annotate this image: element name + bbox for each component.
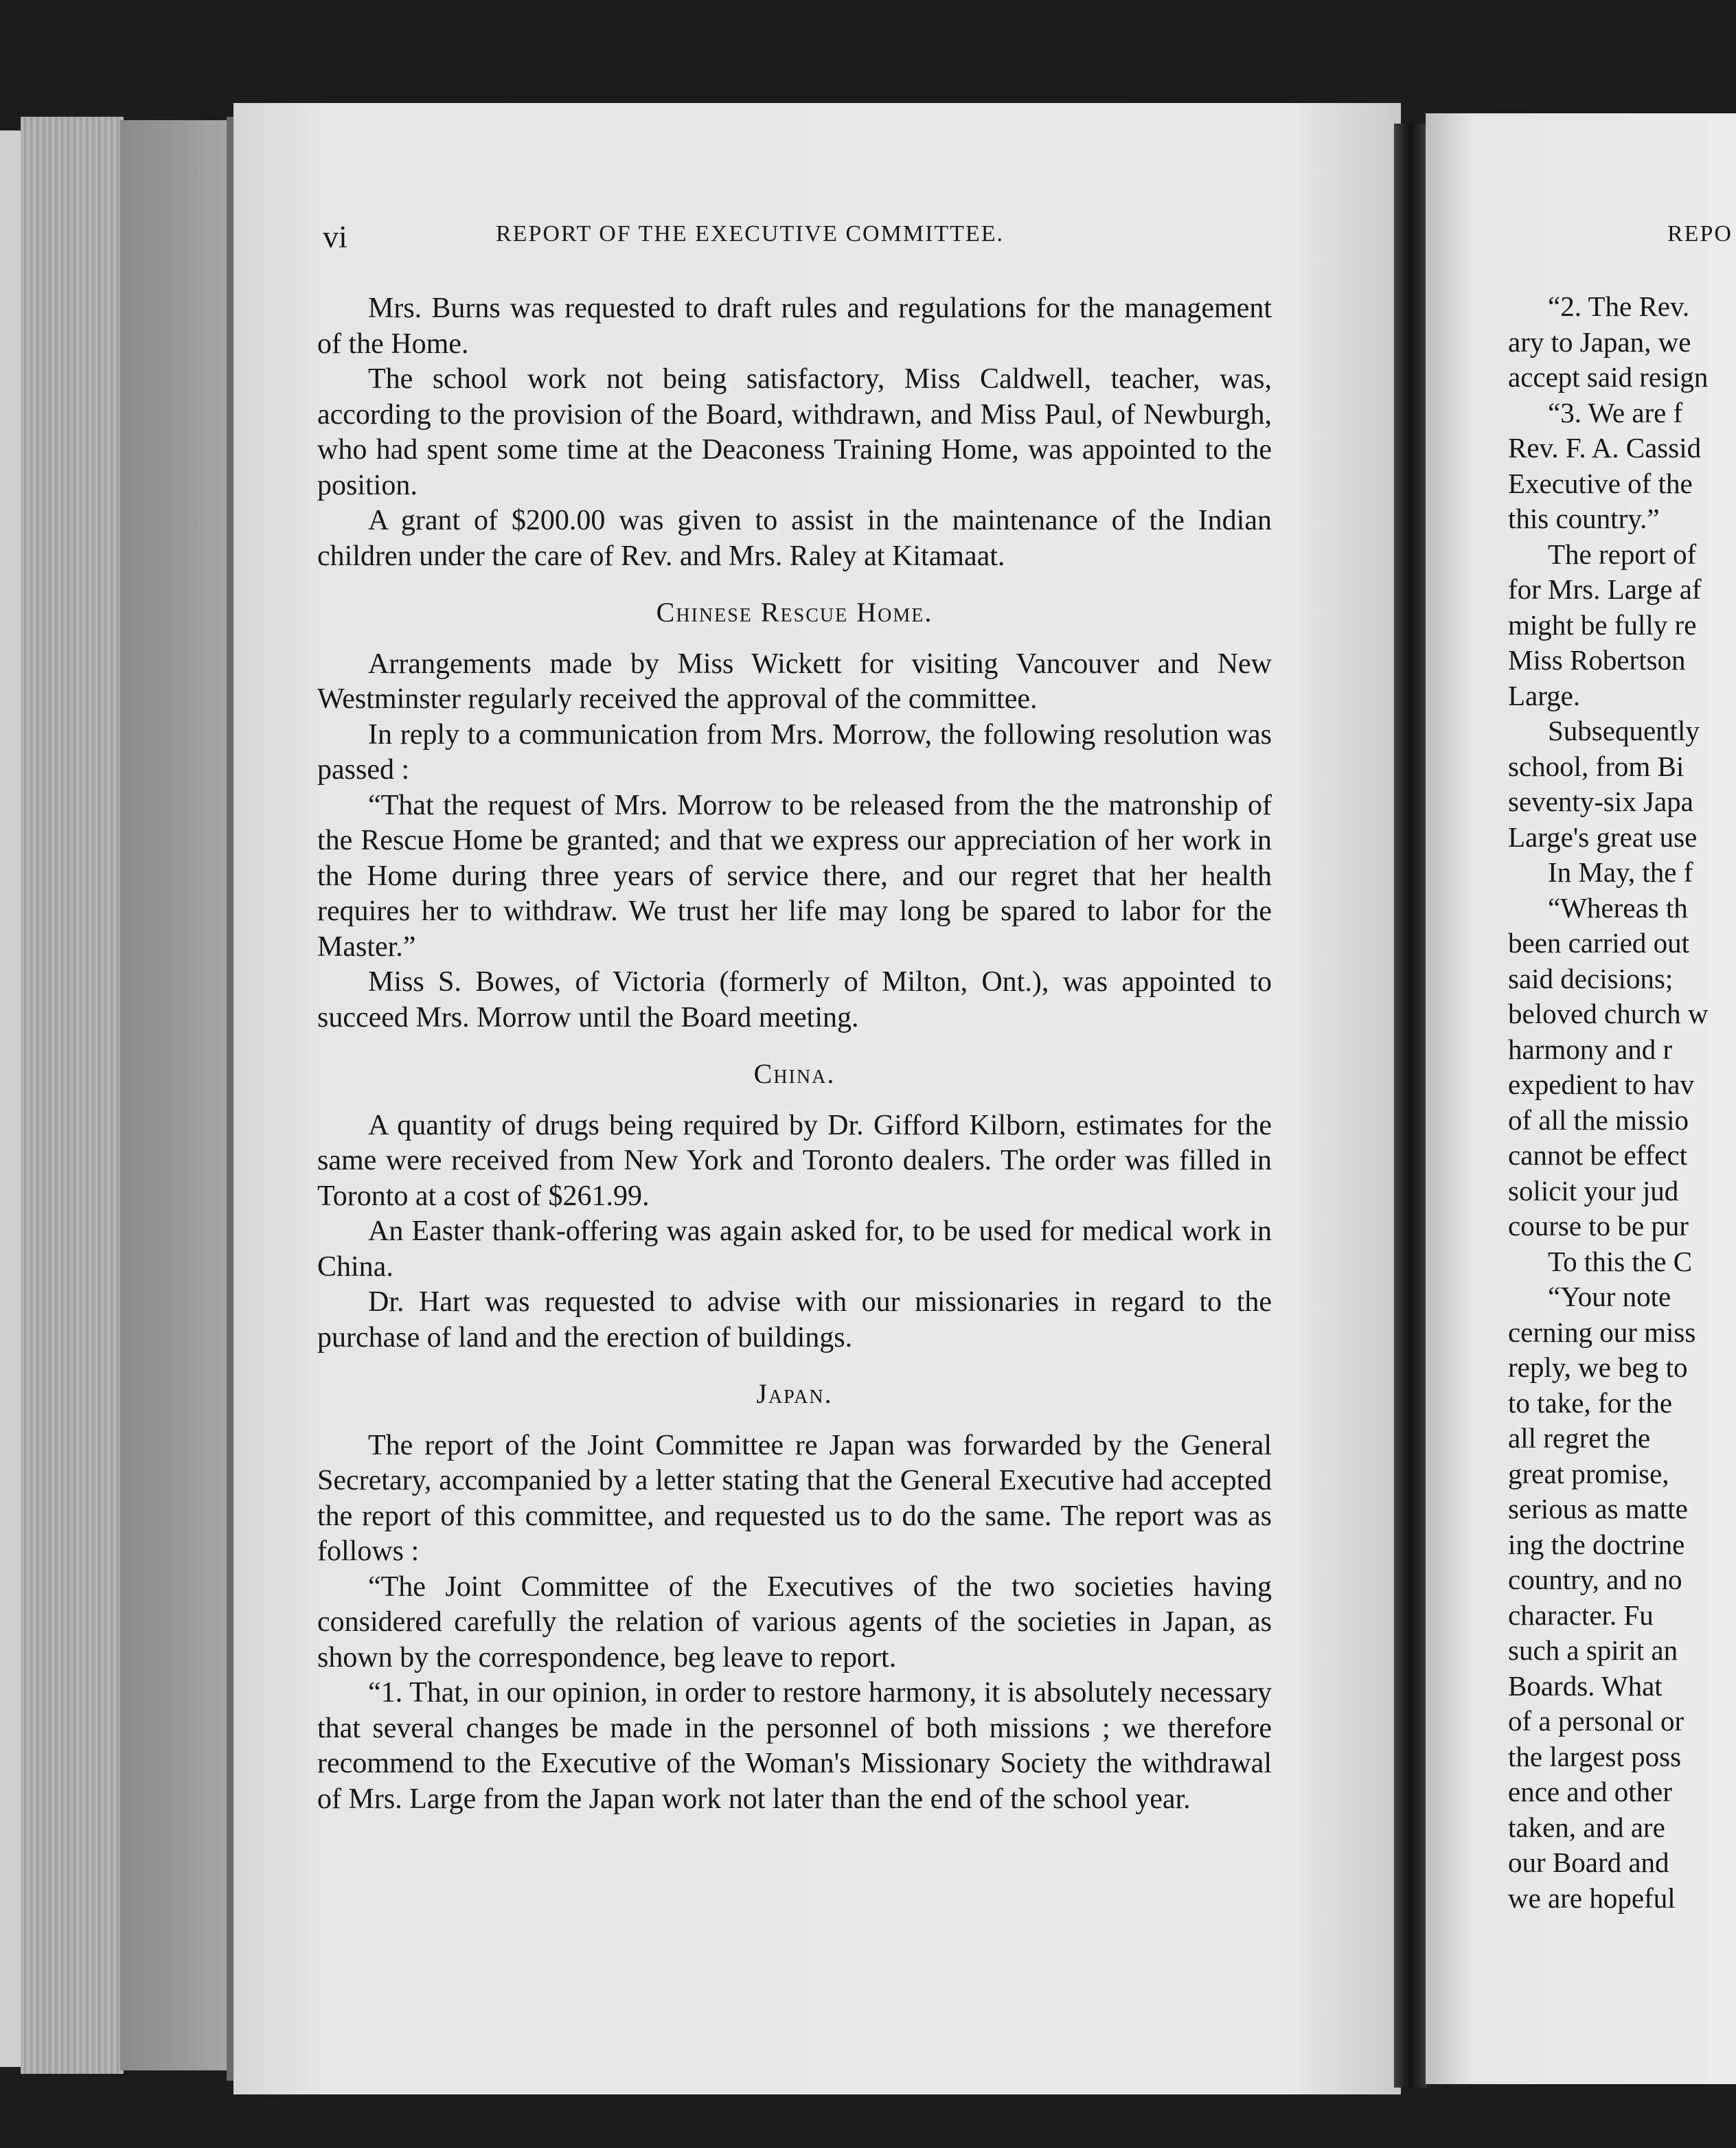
text-line: ing the doctrine [1508,1528,1685,1560]
text-line: seventy-six Japa [1508,786,1693,817]
text-line: “2. The Rev. [1548,290,1690,322]
text-line: for Mrs. Large af [1508,573,1702,605]
section-heading: Chinese Rescue Home. [656,597,933,628]
text-line: ence and other [1508,1776,1673,1807]
paragraph: The school work not being satisfactory, Miss Caldwell, teacher, was, according to the provision of the Board, withdrawn, and Miss Paul, of Newburgh, who had spent some time at the Deaconess Training Home, was appointed to the position. [317,363,1272,501]
paragraph: Arrangements made by Miss Wickett for visiting Vancouver and New Westminster regularly received the approval of the committee. [317,648,1272,715]
running-head: REPORT OF THE EXECUTIVE COMMITTEE. [496,221,1004,247]
text-line: to take, for the [1508,1386,1673,1419]
text-line: In May, the f [1548,856,1693,888]
text-line: said decisions; [1508,962,1674,994]
text-line: Large's great use [1508,821,1698,853]
text-line: Large. [1508,679,1581,711]
paragraph: The report of the Joint Committee re Japan was forwarded by the General Secretary, accompanied by a letter stating that the General Executive had accepted the report of this committee, and requested us to do the same. The report was as follows : [317,1429,1272,1567]
text-line: cannot be effect [1508,1139,1688,1171]
text-line: “Whereas th [1548,891,1688,924]
paragraph: Mrs. Burns was requested to draft rules and regulations for the management of the Home. [317,293,1272,360]
paragraph: An Easter thank-offering was again asked for, to be used for medical work in China. [317,1215,1272,1283]
page-number: vi [323,219,347,254]
text-line: serious as matte [1508,1493,1688,1524]
paragraph: “That the request of Mrs. Morrow to be released from the the matronship of the Rescue Home be granted; and that we express our appreciation of her work in the Home during three years of service there, and our regret that her health requires her to withdraw. We trust her life may long be spared to labor for the Master.” [317,789,1272,963]
text-line: course to be pur [1508,1210,1689,1242]
text-line: beloved church w [1508,998,1709,1029]
text-line: The report of [1548,538,1697,570]
text-line: we are hopeful [1508,1882,1676,1914]
text-line: taken, and are [1508,1811,1665,1843]
text-line: the largest poss [1508,1740,1682,1772]
text-line: “Your note [1548,1281,1671,1312]
text-line: our Board and [1508,1847,1669,1878]
text-line: of all the missio [1508,1104,1689,1136]
text-line: harmony and r [1508,1033,1673,1065]
paragraph: “1. That, in our opinion, in order to restore harmony, it is absolutely necessary that several changes be made in the personnel of both missions ; we therefore recommend to the Executive of the Woman's Missionary Society the withdrawal of Mrs. Large from the Japan work not later than the end of the school year. [317,1677,1272,1815]
text-line: expedient to hav [1508,1069,1694,1100]
text-line: cerning our miss [1508,1316,1696,1348]
text-line: all regret the [1508,1422,1651,1454]
text-line: country, and no [1508,1564,1682,1595]
text-line: To this the C [1548,1245,1693,1277]
page-edges [21,117,124,2074]
text-line: great promise, [1508,1457,1669,1489]
text-line: might be fully re [1508,608,1697,641]
text-line: character. Fu [1508,1599,1654,1631]
paragraph: A grant of $200.00 was given to assist in the maintenance of the Indian children under the care of Rev. and Mrs. Raley at Kitamaat. [317,505,1272,572]
text-line: reply, we beg to [1508,1351,1688,1383]
text-line: accept said resign [1508,361,1709,393]
text-line: school, from Bi [1508,750,1684,782]
text-line: “3. We are f [1548,396,1683,429]
text-line: Miss Robertson [1508,644,1686,676]
text-line: been carried out [1508,927,1690,959]
right-page-text [1508,289,1736,1916]
book-gutter [1394,124,1427,2088]
section-heading: China. [753,1058,836,1089]
section-heading: Japan. [756,1378,833,1409]
book-fore-edge [0,130,21,2067]
text-line: such a spirit an [1508,1634,1678,1666]
text-line: Boards. What [1508,1669,1663,1702]
book-block-shadow [120,120,230,2070]
paragraph: “The Joint Committee of the Executives of the two societies having considered carefully the relation of various agents of the societies in Japan, as shown by the correspondence, beg leave to report. [317,1570,1272,1673]
paragraph: Miss S. Bowes, of Victoria (formerly of Milton, Ont.), was appointed to succeed Mrs. Morrow until the Board meeting. [317,966,1272,1033]
paragraph: A quantity of drugs being required by Dr. Gifford Kilborn, estimates for the same were received from New York and Toronto dealers. The order was filled in Toronto at a cost of $261.99. [317,1109,1272,1212]
text-line: solicit your jud [1508,1174,1679,1207]
left-page-text [317,291,1272,1817]
paragraph: Dr. Hart was requested to advise with our missionaries in regard to the purchase of land and the erection of buildings. [317,1286,1272,1353]
text-line: of a personal or [1508,1705,1684,1737]
text-line: ary to Japan, we [1508,325,1691,358]
text-line: Subsequently [1548,715,1700,746]
text-line: Rev. F. A. Cassid [1508,432,1702,464]
paragraph: In reply to a communication from Mrs. Morrow, the following resolution was passed : [317,718,1272,786]
text-line: this country.” [1508,503,1660,534]
text-line: Executive of the [1508,467,1693,499]
running-head-right: REPO [1667,221,1733,247]
